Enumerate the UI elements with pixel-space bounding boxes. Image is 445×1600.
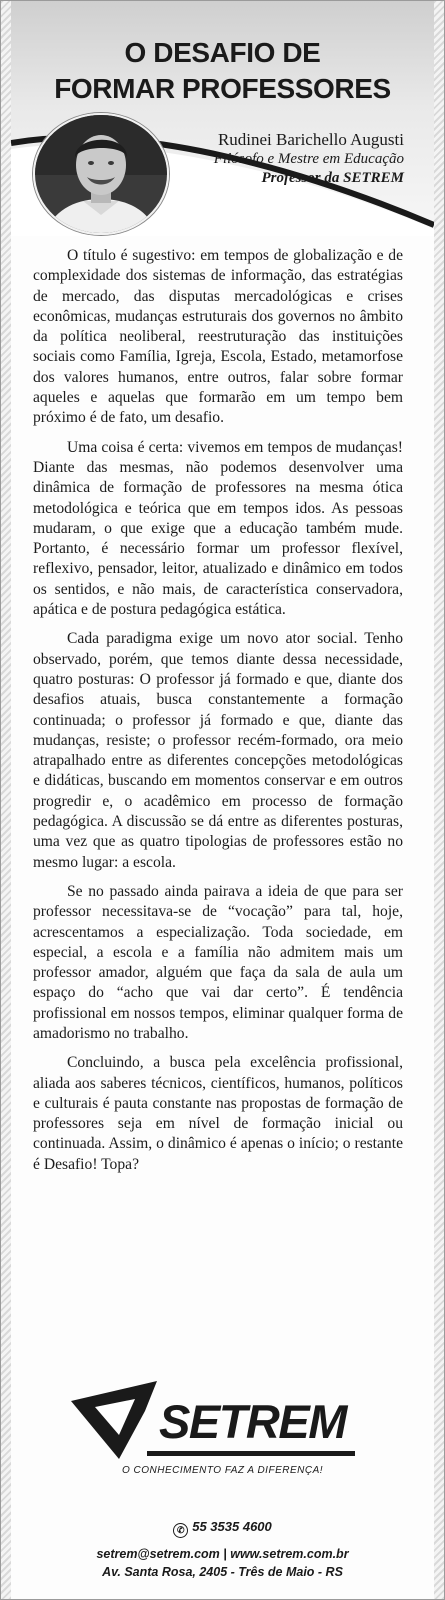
- paragraph: Se no passado ainda pairava a ideia de que para ser professor necessitava-se de “vocação” para tal, hoje, acrescentamos a especialização. Toda sociedade, em especial, a escola e a família não admitem mais um professor amador, alguém que faça da sala de aula um espaço do “acho que vai dar certo”. É tendência profissional em nossos tempos, eliminar qualquer forma de amadorismo no trabalho.: [33, 882, 403, 1042]
- setrem-logo: SETREM: [159, 1395, 346, 1448]
- article-title: [11, 35, 434, 107]
- author-institution: Professor da SETREM: [261, 170, 404, 186]
- title-line-2: FORMAR PROFESSORES: [54, 73, 391, 104]
- contact-address: Av. Santa Rosa, 2405 - Três de Maio - RS: [102, 1565, 343, 1579]
- author-byline: [214, 129, 404, 188]
- paragraph: Uma coisa é certa: vivemos em tempos de mudanças! Diante das mesmas, não podemos desenvolver uma dinâmica de formação de professores na mesma ótica metodológica e teórica que em tempos idos. As pessoas mudaram, o que exige que a educação também mude. Portanto, é necessário formar um professor flexível, reflexivo, pensador, leitor, atualizado e dinâmico em todos os sentidos, e não mais, de característica conservadora, apática e de postura pedagógica estática.: [33, 438, 403, 619]
- footer: [11, 1371, 434, 1599]
- article-body: [33, 246, 403, 1184]
- contact-web: setrem@setrem.com | www.setrem.com.br: [96, 1547, 349, 1561]
- phone-number: 55 3535 4600: [192, 1519, 272, 1534]
- logo-underline: [147, 1451, 355, 1456]
- right-border-stripe: [434, 1, 444, 1599]
- paragraph: O título é sugestivo: em tempos de globalização e de complexidade dos sistemas de informação, das estratégias de mercado, das disputas mercadológicas e crises econômicas, mudanças estruturais dos governos no âmbito da política neoliberal, reestruturação das instituições sociais como Família, Igreja, Escola, Estado, metamorfose dos valores humanos, entre outros, falar sobre formar aqueles e aquelas que formarão em um tempo bem próximo é de fato, um desafio.: [33, 247, 403, 427]
- author-name: Rudinei Barichello Augusti: [217, 130, 404, 149]
- phone-icon: ✆: [173, 1523, 188, 1538]
- article-header: [11, 1, 434, 236]
- setrem-logo-mark-icon: [69, 1379, 169, 1461]
- author-role: Filósofo e Mestre em Educação: [213, 151, 404, 167]
- contact-phone-line: [11, 1518, 434, 1538]
- paragraph: Concluindo, a busca pela excelência profissional, aliada aos saberes técnicos, científicos, humanos, políticos e culturais é pauta constante nas propostas de formação de professores seja em nível de formação inicial ou continuada. Assim, o dinâmico é apenas o início; o restante é Desafio! Topa?: [33, 1054, 403, 1173]
- author-photo: [33, 113, 169, 235]
- paragraph: Cada paradigma exige um novo ator social. Tenho observado, porém, que temos diante dessa necessidade, quatro posturas: O professor já formado e que, diante dos desafios atuais, busca constantemente a formação continuada; o professor já formado e que, diante das mudanças, resiste; o professor recém-formado, ora meio atrapalhado entre as diferentes concepções metodológicas e didáticas, buscando em momentos conservar e em outros progredir e, o acadêmico em processo de formação pedagógica. A discussão se dá entre as diferentes posturas, uma vez que as quatro tipologias de professores estão no mesmo lugar: a escola.: [33, 630, 403, 871]
- left-border-stripe: [1, 1, 11, 1599]
- author-portrait-icon: [35, 115, 167, 233]
- title-line-1: O DESAFIO DE: [124, 37, 321, 68]
- tagline: O CONHECIMENTO FAZ A DIFERENÇA!: [121, 1465, 324, 1476]
